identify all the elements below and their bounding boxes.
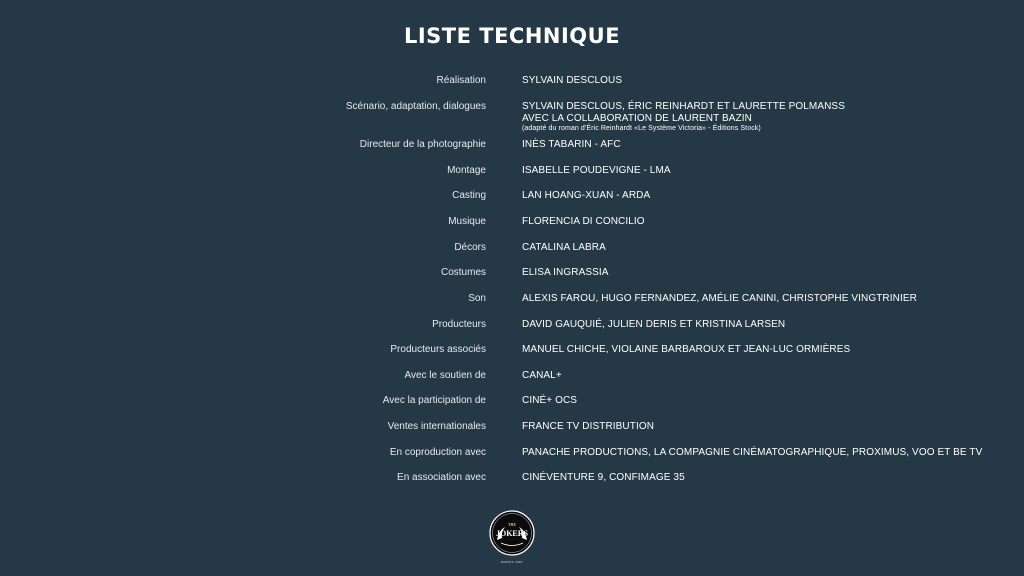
credit-name-line: MANUEL CHICHE, VIOLAINE BARBAROUX ET JEAN-LUC ORMIÈRES xyxy=(522,344,851,355)
credit-names xyxy=(522,165,671,177)
credit-name-line: CATALINA LABRA xyxy=(522,242,606,253)
credit-names xyxy=(522,190,650,202)
credit-role: Avec la participation de xyxy=(382,395,486,406)
credit-name-line: ISABELLE POUDEVIGNE - LMA xyxy=(522,165,671,176)
credit-role: Avec le soutien de xyxy=(404,370,486,381)
credit-names xyxy=(522,370,562,382)
credit-name-line: DAVID GAUQUIÉ, JULIEN DERIS ET KRISTINA LARSEN xyxy=(522,319,786,330)
credit-role: Producteurs xyxy=(432,319,486,330)
credit-name-line: PANACHE PRODUCTIONS, LA COMPAGNIE CINÉMATOGRAPHIQUE, PROXIMUS, VOO ET BE TV xyxy=(522,447,983,458)
credit-names xyxy=(522,267,609,279)
credit-role: Musique xyxy=(448,216,486,227)
credit-names xyxy=(522,139,621,151)
logo-top-text: THE xyxy=(508,522,516,527)
credit-note: (adapté du roman d'Éric Reinhardt «Le Système Victoria» - Éditions Stock) xyxy=(522,125,761,132)
credit-role: En coproduction avec xyxy=(389,447,486,458)
credit-names xyxy=(522,472,685,484)
credit-name-line: LAN HOANG-XUAN - ARDA xyxy=(522,190,651,201)
credit-role: Réalisation xyxy=(436,75,486,86)
credit-role: Décors xyxy=(454,242,486,253)
credit-names xyxy=(522,75,622,87)
credit-names xyxy=(522,293,917,305)
credit-name-line: FLORENCIA DI CONCILIO xyxy=(522,216,645,227)
credit-name-line: AVEC LA COLLABORATION DE LAURENT BAZIN xyxy=(522,113,752,124)
credit-name-line: ELISA INGRASSIA xyxy=(522,267,609,278)
credit-name-line: FRANCE TV DISTRIBUTION xyxy=(522,421,655,432)
credit-names xyxy=(522,395,577,407)
page-title: LISTE TECHNIQUE xyxy=(403,24,621,48)
credit-names xyxy=(522,447,982,459)
credit-role: Directeur de la photographie xyxy=(359,139,486,150)
credit-name-line: SYLVAIN DESCLOUS xyxy=(522,75,623,86)
credit-name-line: INÈS TABARIN - AFC xyxy=(522,139,621,150)
credit-name-line: CINÉ+ OCS xyxy=(522,395,578,406)
credit-names xyxy=(522,242,606,254)
credit-role: Costumes xyxy=(440,267,486,278)
credit-names xyxy=(522,421,654,433)
logo-main-text: JOKERS xyxy=(495,529,529,538)
credit-role: Scénario, adaptation, dialogues xyxy=(345,101,486,112)
credit-role: Ventes internationales xyxy=(387,421,486,432)
credit-name-line: ALEXIS FAROU, HUGO FERNANDEZ, AMÉLIE CANINI, CHRISTOPHE VINGTRINIER xyxy=(522,293,917,304)
credit-role: Montage xyxy=(447,165,486,176)
credit-role: Casting xyxy=(452,190,486,201)
credit-names xyxy=(522,216,645,228)
credit-name-line: CANAL+ xyxy=(522,370,562,381)
the-jokers-logo xyxy=(489,510,535,556)
credit-names xyxy=(522,319,785,331)
credit-name-line: SYLVAIN DESCLOUS, ÉRIC REINHARDT ET LAURETTE POLMANSS xyxy=(522,101,845,112)
credit-names xyxy=(522,101,845,133)
logo-caption: DEPUIS 1997 xyxy=(501,560,523,564)
credit-name-line: CINÉVENTURE 9, CONFIMAGE 35 xyxy=(522,472,685,483)
credit-names xyxy=(522,344,850,356)
credit-role: Son xyxy=(468,293,486,304)
credit-role: Producteurs associés xyxy=(390,344,486,355)
credit-role: En association avec xyxy=(397,472,486,483)
